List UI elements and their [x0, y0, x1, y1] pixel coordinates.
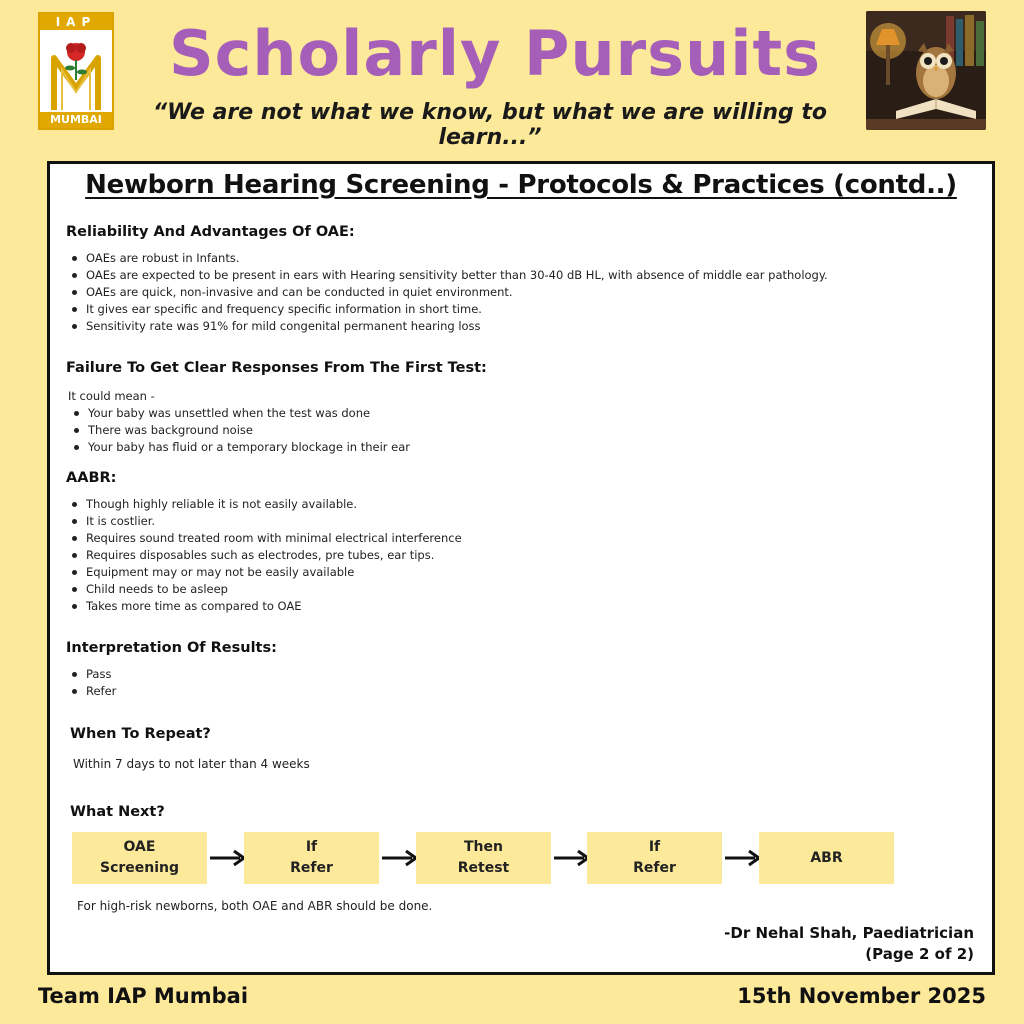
flow-step-abr: ABR: [759, 832, 894, 884]
aabr-section: [66, 470, 462, 615]
arrow-right-icon: [723, 848, 763, 868]
list-item: OAEs are robust in Infants.: [66, 250, 828, 267]
failure-intro: It could mean -: [68, 389, 155, 403]
page-indicator: (Page 2 of 2): [865, 945, 974, 963]
repeat-heading: When To Repeat?: [70, 726, 211, 742]
panel-title: Newborn Hearing Screening - Protocols & Practices (contd..): [85, 170, 957, 200]
list-item: Though highly reliable it is not easily available.: [66, 496, 462, 513]
arrow-right-icon: [380, 848, 420, 868]
list-item: Requires disposables such as electrodes, pre tubes, ear tips.: [66, 547, 462, 564]
high-risk-note: For high-risk newborns, both OAE and ABR should be done.: [77, 899, 433, 913]
list-item: Pass: [66, 666, 277, 683]
oae-list: [66, 250, 828, 335]
next-section: [70, 804, 165, 820]
list-item: Your baby was unsettled when the test was done: [68, 405, 487, 422]
interpretation-list: [66, 666, 277, 700]
list-item: Child needs to be asleep: [66, 581, 462, 598]
list-item: There was background noise: [68, 422, 487, 439]
interpretation-heading: Interpretation Of Results:: [66, 640, 277, 656]
list-item: OAEs are quick, non-invasive and can be conducted in quiet environment.: [66, 284, 828, 301]
aabr-heading: AABR:: [66, 470, 117, 486]
arrow-right-icon: [208, 848, 248, 868]
flow-step-if-refer: If Refer: [587, 832, 722, 884]
list-item: OAEs are expected to be present in ears with Hearing sensitivity better than 30-40 dB HL, with absence of middle ear pathology.: [66, 267, 828, 284]
interpretation-section: [66, 640, 277, 700]
flow-step-then-retest: Then Retest: [416, 832, 551, 884]
content-panel: [47, 161, 995, 975]
flow-step-if-refer: If Refer: [244, 832, 379, 884]
rose-emblem-icon: [40, 30, 112, 114]
arrow-right-icon: [552, 848, 592, 868]
repeat-text: Within 7 days to not later than 4 weeks: [73, 757, 310, 771]
list-item: It is costlier.: [66, 513, 462, 530]
failure-section: [66, 360, 487, 456]
oae-heading: Reliability And Advantages Of OAE:: [66, 224, 355, 240]
owl-reading-illustration-icon: [866, 11, 986, 130]
aabr-list: [66, 496, 462, 615]
author-signature: -Dr Nehal Shah, Paediatrician: [724, 924, 974, 942]
oae-section: [66, 224, 828, 335]
tagline-quote: “We are not what we know, but what we are willing to learn...”: [152, 100, 828, 150]
failure-list: [68, 405, 487, 456]
footer-date: 15th November 2025: [737, 984, 986, 1008]
list-item: Your baby has fluid or a temporary blockage in their ear: [68, 439, 487, 456]
next-heading: What Next?: [70, 804, 165, 820]
flow-step-oae-screening: OAE Screening: [72, 832, 207, 884]
list-item: Takes more time as compared to OAE: [66, 598, 462, 615]
footer-team: Team IAP Mumbai: [38, 984, 249, 1008]
list-item: Equipment may or may not be easily available: [66, 564, 462, 581]
list-item: Requires sound treated room with minimal electrical interference: [66, 530, 462, 547]
list-item: It gives ear specific and frequency specific information in short time.: [66, 301, 828, 318]
logo-bottom-text: MUMBAI: [40, 112, 112, 128]
failure-heading: Failure To Get Clear Responses From The First Test:: [66, 360, 487, 376]
list-item: Refer: [66, 683, 277, 700]
page-title: Scholarly Pursuits: [168, 17, 822, 90]
repeat-section: [70, 726, 310, 773]
iap-logo: [38, 12, 114, 130]
list-item: Sensitivity rate was 91% for mild congenital permanent hearing loss: [66, 318, 828, 335]
logo-top-text: IAP: [40, 14, 112, 30]
